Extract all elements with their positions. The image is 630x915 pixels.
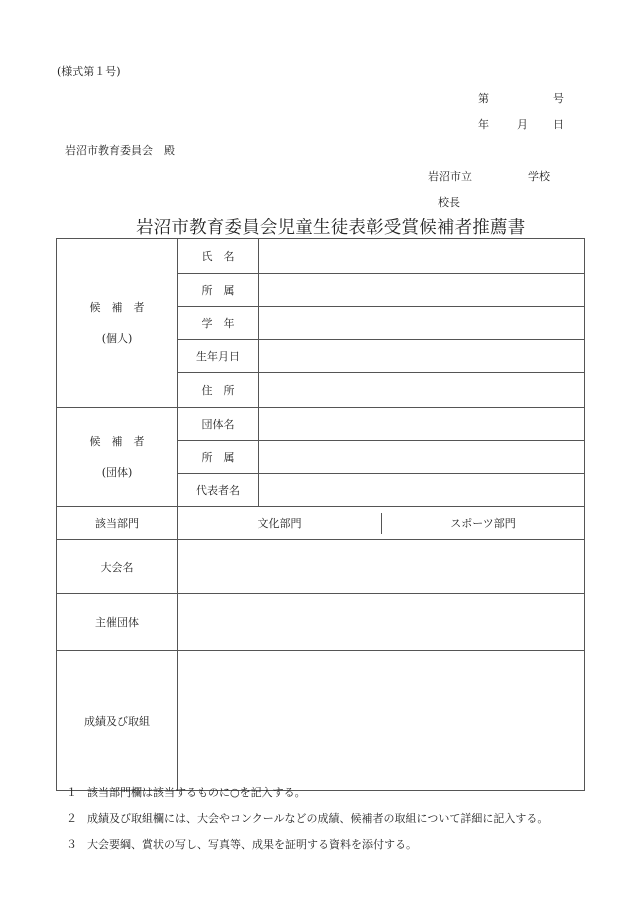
individual-name-row [57,239,585,274]
field-label-representative: 代表者名 [178,474,259,507]
note-text: 大会要綱、賞状の写し、写真等、成果を証明する資料を添付する。 [87,838,417,851]
note-2 [66,810,548,826]
group-candidate-cell [57,408,178,507]
addressee: 岩沼市教育委員会 殿 [65,144,175,157]
address-input-cell[interactable] [259,373,585,408]
group-affiliation-input-cell[interactable] [259,441,585,474]
group-name-input-cell[interactable] [259,408,585,441]
event-name-label: 大会名 [57,540,178,594]
grade-input-cell[interactable] [259,307,585,340]
note-text: 該当部門欄は該当するものに○を記入する。 [87,786,306,799]
results-label: 成績及び取組 [57,651,178,791]
date-year: 年 [478,118,489,131]
field-label-birthdate: 生年月日 [178,340,259,373]
field-label-address: 住 所 [178,373,259,408]
recommendation-form-table [56,238,585,791]
school-suffix: 学校 [528,170,550,183]
school-prefix: 岩沼市立 [428,170,472,183]
birthdate-input-cell[interactable] [259,340,585,373]
note-number: ３ [66,838,77,851]
division-label: 該当部門 [57,507,178,540]
event-name-input-cell[interactable] [178,540,585,594]
field-label-name: 氏 名 [178,239,259,274]
number-prefix: 第 [478,92,489,105]
number-suffix: 号 [553,92,564,105]
form-number-label: (様式第１号) [57,65,121,78]
note-number: １ [66,786,77,799]
note-1 [66,784,306,800]
document-title: 岩沼市教育委員会児童生徒表彰受賞候補者推薦書 [136,218,526,238]
note-number: ２ [66,812,77,825]
name-input-cell[interactable] [259,239,585,274]
division-options-cell [178,507,585,540]
principal-label: 校長 [438,196,460,209]
field-label-group-affiliation: 所 属 [178,441,259,474]
individual-candidate-label: 候 補 者 [89,301,145,314]
individual-type-label: (個人) [101,332,133,345]
culture-division-option[interactable]: 文化部門 [178,513,382,534]
results-input-cell[interactable] [178,651,585,791]
group-type-label: (団体) [101,466,133,479]
representative-input-cell[interactable] [259,474,585,507]
field-label-grade: 学 年 [178,307,259,340]
date-month: 月 [517,118,528,131]
field-label-group-name: 団体名 [178,408,259,441]
field-label-affiliation: 所 属 [178,274,259,307]
organizer-label: 主催団体 [57,594,178,651]
note-text: 成績及び取組欄には、大会やコンクールなどの成績、候補者の取組について詳細に記入する。 [87,812,549,825]
individual-candidate-cell [57,239,178,408]
organizer-input-cell[interactable] [178,594,585,651]
group-candidate-label: 候 補 者 [89,435,145,448]
date-day: 日 [553,118,564,131]
sports-division-option[interactable]: スポーツ部門 [450,516,516,530]
affiliation-input-cell[interactable] [259,274,585,307]
note-3 [66,836,417,852]
